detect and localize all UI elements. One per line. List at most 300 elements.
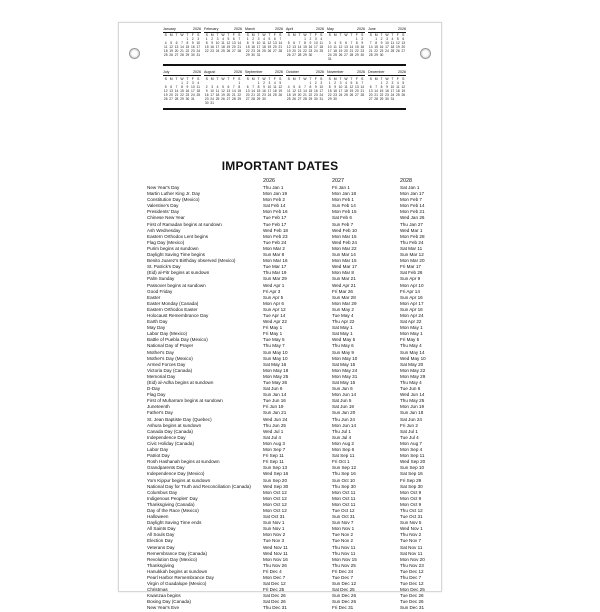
date-2028: Mon Apr 17 <box>400 300 424 306</box>
day-cell: 7 <box>350 41 353 46</box>
day-cell: 17 <box>196 45 201 50</box>
day-cell: 31 <box>191 96 195 101</box>
date-2028: Tue Nov 7 <box>400 538 422 544</box>
month-year: 2026 <box>234 70 242 75</box>
day-cell: 4 <box>273 80 276 85</box>
day-cell: 3 <box>328 41 331 46</box>
day-cell: 22 <box>327 92 332 97</box>
day-cell: 26 <box>401 92 406 97</box>
day-cell: 11 <box>344 84 348 89</box>
day-cell: 17 <box>256 45 261 50</box>
day-cell: 12 <box>267 41 272 46</box>
day-cell: 18 <box>221 45 225 50</box>
month-header <box>368 70 406 74</box>
event-name: Easter Monday (Canada) <box>147 300 199 306</box>
date-2026: Mon May 18 <box>263 367 289 373</box>
day-cell: 1 <box>309 80 312 85</box>
date-2027: Mon Mar 8 <box>332 270 354 276</box>
date-2026: Sat Dec 26 <box>263 599 286 605</box>
day-cell: 2 <box>211 37 214 42</box>
date-2027: Sun Dec 26 <box>332 599 357 605</box>
day-cell: 27 <box>344 53 348 58</box>
event-name: Election Day <box>147 538 173 544</box>
event-name: Pearl Harbor Remembrance Day <box>147 575 214 580</box>
day-cell: 23 <box>314 92 318 97</box>
day-cell: 25 <box>396 92 400 97</box>
day-cell: 18 <box>344 88 348 93</box>
day-cell: 18 <box>215 92 220 97</box>
weekday-label: S <box>328 33 331 38</box>
date-2028: Sun May 14 <box>400 349 425 355</box>
date-row <box>147 605 433 611</box>
date-2026: Mon Apr 6 <box>263 300 284 306</box>
day-cell: 11 <box>390 41 395 46</box>
day-cell: 8 <box>246 41 249 46</box>
weekday-label: F <box>314 33 317 38</box>
date-2027: Mon Mar 29 <box>332 300 357 306</box>
day-cell: 3 <box>339 80 342 85</box>
day-cell: 26 <box>163 96 168 101</box>
event-name: Presidents' Day <box>147 209 180 215</box>
day-cell: 28 <box>174 96 179 101</box>
weekday-label: W <box>385 76 389 81</box>
day-cell: 5 <box>170 41 173 46</box>
day-cell: 11 <box>262 41 266 46</box>
day-cell: 15 <box>185 45 190 50</box>
day-cell: 24 <box>338 92 343 97</box>
day-cell: 21 <box>368 49 373 54</box>
day-cell: 19 <box>338 49 343 54</box>
event-name: All Souls Day <box>147 532 175 538</box>
calendar-row-first-half <box>163 27 406 61</box>
day-cell: 5 <box>222 84 224 89</box>
day-cell: 5 <box>402 80 405 85</box>
day-cell: 2 <box>252 37 255 42</box>
day-cell: 12 <box>401 84 406 89</box>
day-cell: 17 <box>215 45 220 50</box>
day-cell: 24 <box>327 53 332 58</box>
day-cell: 6 <box>273 37 276 42</box>
date-2028: Sat Sep 16 <box>400 471 423 477</box>
date-2027: Wed Feb 24 <box>332 239 357 245</box>
day-cell: 15 <box>327 88 332 93</box>
day-cell: 3 <box>191 80 194 85</box>
date-2027: Mon May 10 <box>332 355 358 361</box>
day-cell: 17 <box>191 88 195 93</box>
day-cell: 7 <box>369 41 372 46</box>
event-name: Daylight Saving Time ends <box>147 520 202 526</box>
date-2027: Sun Mar 28 <box>332 294 356 300</box>
date-2026: Mon Jan 19 <box>263 191 288 197</box>
weekday-label: W <box>262 76 266 81</box>
date-2028: Mon Sep 4 <box>400 447 423 453</box>
day-cell: 26 <box>292 96 296 101</box>
date-2027: Thu Nov 11 <box>332 550 356 556</box>
event-name: Christmas <box>147 587 168 593</box>
date-2026: Wed Feb 18 <box>263 227 288 233</box>
day-cell: 29 <box>245 53 250 58</box>
weekday-label: S <box>197 76 200 81</box>
day-cell: 3 <box>197 37 200 42</box>
weekday-label: T <box>380 76 383 81</box>
date-2026: Wed Jul 1 <box>263 428 284 434</box>
date-2027: Sun Feb 7 <box>332 221 354 227</box>
day-cell: 20 <box>273 45 277 50</box>
weekday-label: M <box>251 33 255 38</box>
day-cell: 8 <box>328 84 331 89</box>
date-2028: Sat Jun 24 <box>400 416 422 422</box>
month-name: March <box>245 27 255 31</box>
day-cell: 5 <box>268 37 271 42</box>
day-cell: 11 <box>286 88 291 93</box>
day-cell: 13 <box>355 84 359 89</box>
day-cell: 15 <box>256 88 261 93</box>
date-2026: Wed Nov 11 <box>263 550 288 556</box>
event-name: Chinese New Year <box>147 215 185 221</box>
day-cell: 19 <box>292 92 296 97</box>
weekday-label: T <box>309 33 312 38</box>
weekday-label: M <box>333 33 337 38</box>
day-cell: 18 <box>319 45 324 50</box>
day-cell: 7 <box>304 84 306 89</box>
day-grid <box>204 81 242 105</box>
month-name: December <box>368 70 385 75</box>
event-name: Ash Wednesday <box>147 227 181 233</box>
day-cell: 6 <box>232 37 235 42</box>
month-calendar <box>286 70 324 104</box>
day-cell: 29 <box>379 96 384 101</box>
day-cell: 13 <box>401 41 406 46</box>
date-2026: Sat Dec 12 <box>263 581 286 587</box>
month-calendar <box>163 27 201 61</box>
event-name: Mother's Day <box>147 349 174 355</box>
day-cell: 7 <box>298 41 301 46</box>
day-cell: 16 <box>251 45 255 50</box>
date-2028: Sat Apr 22 <box>400 319 422 325</box>
event-name: Kwanzaa begins <box>147 593 181 599</box>
day-cell: 14 <box>303 88 307 93</box>
day-cell: 13 <box>368 88 373 93</box>
day-grid <box>327 81 365 101</box>
day-cell: 28 <box>360 92 365 97</box>
day-cell: 5 <box>293 84 296 89</box>
day-cell: 15 <box>245 45 250 50</box>
date-2027: Sat Feb 6 <box>332 215 352 221</box>
day-cell: 16 <box>262 88 266 93</box>
day-cell: 28 <box>232 96 236 101</box>
day-cell: 7 <box>238 37 241 42</box>
weekday-label: S <box>197 33 200 38</box>
date-2027: Wed Feb 10 <box>332 227 357 233</box>
day-cell: 6 <box>345 41 347 46</box>
date-2026: Wed Jun 24 <box>263 416 288 422</box>
month-name: April <box>286 27 294 31</box>
day-cell: 11 <box>221 41 225 46</box>
month-name: October <box>286 70 299 75</box>
day-cell: 28 <box>349 53 354 58</box>
day-cell: 28 <box>374 96 378 101</box>
day-cell: 9 <box>314 84 317 89</box>
day-cell: 10 <box>319 84 324 89</box>
event-name: Earth Day <box>147 319 168 325</box>
day-cell: 24 <box>390 92 395 97</box>
day-cell: 8 <box>304 41 306 46</box>
event-name: Armed Forces Day <box>147 361 186 367</box>
event-name: Independence Day (Mexico) <box>147 471 205 477</box>
date-2027: Mon Feb 1 <box>332 197 354 203</box>
day-cell: 5 <box>287 41 290 46</box>
day-cell: 26 <box>226 49 231 54</box>
weekday-label: T <box>175 76 178 81</box>
day-cell: 22 <box>256 92 261 97</box>
date-2028: Fri Apr 14 <box>400 288 420 294</box>
weekday-label: S <box>369 33 372 38</box>
day-cell: 25 <box>319 49 324 54</box>
month-header <box>204 27 242 31</box>
day-cell: 4 <box>345 80 347 85</box>
month-header <box>327 27 365 31</box>
date-2028: Sun Dec 31 <box>400 605 425 611</box>
date-2026: Tue May 5 <box>263 337 285 343</box>
day-cell: 28 <box>297 53 302 58</box>
day-cell: 13 <box>232 41 236 46</box>
day-cell: 25 <box>344 92 348 97</box>
date-2027: Mon Nov 15 <box>332 556 357 562</box>
day-cell: 17 <box>210 92 214 97</box>
day-cell: 22 <box>374 49 378 54</box>
day-cell: 23 <box>204 96 209 101</box>
month-year: 2026 <box>357 27 365 31</box>
day-cell: 10 <box>390 84 395 89</box>
day-cell: 25 <box>221 49 225 54</box>
date-2027: Sun May 9 <box>332 349 354 355</box>
day-cell: 13 <box>245 88 250 93</box>
day-cell: 2 <box>263 80 265 85</box>
day-cell: 21 <box>251 92 255 97</box>
day-cell: 31 <box>256 53 261 58</box>
date-2027: Tue Dec 7 <box>332 575 354 580</box>
day-cell: 27 <box>368 96 373 101</box>
date-2027: Sat Dec 25 <box>332 587 355 593</box>
date-2026: Mon Oct 12 <box>263 507 287 513</box>
day-cell: 4 <box>197 80 200 85</box>
month-header <box>245 70 283 74</box>
date-2028: Mon Apr 10 <box>400 282 424 288</box>
day-cell: 1 <box>380 80 383 85</box>
day-cell: 16 <box>333 88 337 93</box>
date-2027: Sun May 2 <box>332 306 354 312</box>
day-cell: 27 <box>273 49 277 54</box>
event-name: Labor Day <box>147 447 169 453</box>
month-name: August <box>204 70 216 75</box>
day-cell: 3 <box>320 80 323 85</box>
day-cell: 14 <box>297 45 302 50</box>
day-cell: 17 <box>327 49 332 54</box>
date-2028: Mon Aug 7 <box>400 440 422 446</box>
day-cell: 1 <box>375 37 378 42</box>
day-cell: 6 <box>355 80 358 85</box>
event-name: Boxing Day (Canada) <box>147 599 191 605</box>
day-cell: 3 <box>268 80 271 85</box>
day-cell: 22 <box>237 92 242 97</box>
month-year: 2026 <box>234 27 242 31</box>
day-cell: 13 <box>273 41 277 46</box>
event-name: Flag Day (Mexico) <box>147 239 185 245</box>
date-2026: Mon Aug 3 <box>263 440 285 446</box>
day-cell: 13 <box>174 45 179 50</box>
day-grid <box>368 37 406 57</box>
date-2026: Sat Jul 4 <box>263 434 281 440</box>
date-2026: Mon Feb 2 <box>263 197 285 203</box>
date-2028: Mon May 22 <box>400 367 426 373</box>
weekday-label: S <box>238 76 241 81</box>
day-cell: 31 <box>319 96 324 101</box>
date-2026: Thu Jun 25 <box>263 422 286 428</box>
date-2028: Sat Nov 11 <box>400 544 423 550</box>
day-cell: 18 <box>163 49 168 54</box>
day-cell: 31 <box>327 57 332 62</box>
event-name: National Day for Truth and Reconciliation (Canada) <box>147 483 251 489</box>
day-cell: 6 <box>175 41 178 46</box>
day-cell: 26 <box>349 92 354 97</box>
day-cell: 3 <box>211 84 214 89</box>
date-2028: Sun Apr 9 <box>400 276 421 282</box>
day-cell: 9 <box>186 84 189 89</box>
month-header <box>368 27 406 31</box>
weekday-label: S <box>320 33 323 38</box>
day-cell: 27 <box>232 49 236 54</box>
month-calendar <box>368 70 406 104</box>
weekday-label: M <box>333 76 337 81</box>
day-cell: 12 <box>286 45 291 50</box>
day-cell: 19 <box>221 92 225 97</box>
date-2028: Sun Apr 16 <box>400 294 423 300</box>
day-cell: 15 <box>379 88 384 93</box>
day-cell: 22 <box>180 92 184 97</box>
month-calendar <box>286 27 324 61</box>
day-cell: 25 <box>262 49 266 54</box>
day-cell: 16 <box>204 92 209 97</box>
date-2027: Mon Sep 6 <box>332 447 355 453</box>
day-cell: 26 <box>338 53 343 58</box>
date-2028: Wed May 10 <box>400 355 426 361</box>
day-cell: 11 <box>396 84 400 89</box>
date-2027: Sat May 1 <box>332 325 353 331</box>
day-cell: 7 <box>361 80 364 85</box>
day-cell: 31 <box>210 100 214 105</box>
month-year: 2026 <box>193 27 201 31</box>
day-cell: 10 <box>210 88 214 93</box>
date-2028: Thu Nov 23 <box>400 562 424 568</box>
date-2027: Thu Jul 1 <box>332 428 351 434</box>
day-cell: 22 <box>245 49 250 54</box>
day-cell: 31 <box>390 96 395 101</box>
day-cell: 8 <box>309 84 312 89</box>
event-name: Remembrance Day (Canada) <box>147 550 207 556</box>
day-cell: 18 <box>390 45 395 50</box>
month-year: 2026 <box>275 70 283 75</box>
day-cell: 12 <box>338 45 343 50</box>
day-cell: 4 <box>320 37 323 42</box>
event-name: Canada Day (Canada) <box>147 428 193 434</box>
day-cell: 29 <box>374 53 378 58</box>
event-name: Passover begins at sundown <box>147 282 206 288</box>
day-cell: 30 <box>333 96 337 101</box>
day-cell: 9 <box>386 84 388 89</box>
date-2028: Sun Apr 16 <box>400 306 423 312</box>
day-cell: 1 <box>328 80 331 85</box>
day-cell: 11 <box>163 45 168 50</box>
event-name: Good Friday <box>147 288 173 294</box>
date-2027: Mon May 24 <box>332 367 358 373</box>
weekday-label: W <box>344 33 348 38</box>
weekday-label: T <box>309 76 312 81</box>
day-cell: 27 <box>292 53 296 58</box>
month-calendar <box>327 70 365 104</box>
date-2028: Fri Jun 2 <box>400 422 418 428</box>
day-cell: 16 <box>379 45 384 50</box>
date-2026: Sat Jun 6 <box>263 386 283 392</box>
date-2026: Tue Mar 17 <box>263 264 287 270</box>
date-2026: Tue Feb 17 <box>263 221 287 227</box>
weekday-label: W <box>221 33 225 38</box>
day-cell: 25 <box>273 92 277 97</box>
date-2027: Thu May 6 <box>332 343 354 349</box>
day-cell: 15 <box>204 45 209 50</box>
day-cell: 29 <box>180 96 184 101</box>
weekday-label: W <box>344 76 348 81</box>
date-2026: Fri Dec 25 <box>263 587 285 593</box>
month-header <box>163 27 201 31</box>
date-2028: Sun Mar 12 <box>400 252 424 258</box>
date-2028: Thu Jan 27 <box>400 221 423 227</box>
event-name: Eastern Orthodox Lent begins <box>147 233 209 239</box>
date-2027: Fri Mar 26 <box>332 288 353 294</box>
event-name: Revolution Day (Mexico) <box>147 556 198 562</box>
day-cell: 20 <box>355 88 359 93</box>
weekday-label: F <box>273 76 276 81</box>
date-2027: Mon Jun 14 <box>332 392 357 398</box>
date-2026: Sun Sep 20 <box>263 477 288 483</box>
day-cell: 19 <box>278 88 283 93</box>
event-name: Veterans Day <box>147 544 175 550</box>
day-cell: 20 <box>174 49 179 54</box>
date-2027: Thu Jun 24 <box>332 416 355 422</box>
date-2028: Thu May 4 <box>400 380 422 385</box>
date-2026: Sat Oct 31 <box>263 514 285 520</box>
day-cell: 21 <box>303 92 307 97</box>
event-name: Holocaust Remembrance Day <box>147 312 209 318</box>
day-cell: 19 <box>267 45 272 50</box>
month-year: 2026 <box>398 70 406 75</box>
date-2028: Wed Jan 26 <box>400 215 425 221</box>
date-2028: Mon Sep 11 <box>400 453 425 459</box>
day-cell: 14 <box>174 88 179 93</box>
day-cell: 11 <box>215 88 220 93</box>
day-cell: 29 <box>237 96 242 101</box>
day-cell: 15 <box>355 45 359 50</box>
day-cell: 30 <box>314 96 318 101</box>
month-year: 2026 <box>275 27 283 31</box>
day-cell: 12 <box>221 88 225 93</box>
month-name: July <box>163 70 170 75</box>
day-cell: 15 <box>180 88 184 93</box>
date-2027: Thu Apr 22 <box>332 319 355 325</box>
day-cell: 28 <box>237 49 242 54</box>
day-cell: 10 <box>327 45 332 50</box>
day-cell: 4 <box>334 41 337 46</box>
day-cell: 21 <box>180 49 184 54</box>
